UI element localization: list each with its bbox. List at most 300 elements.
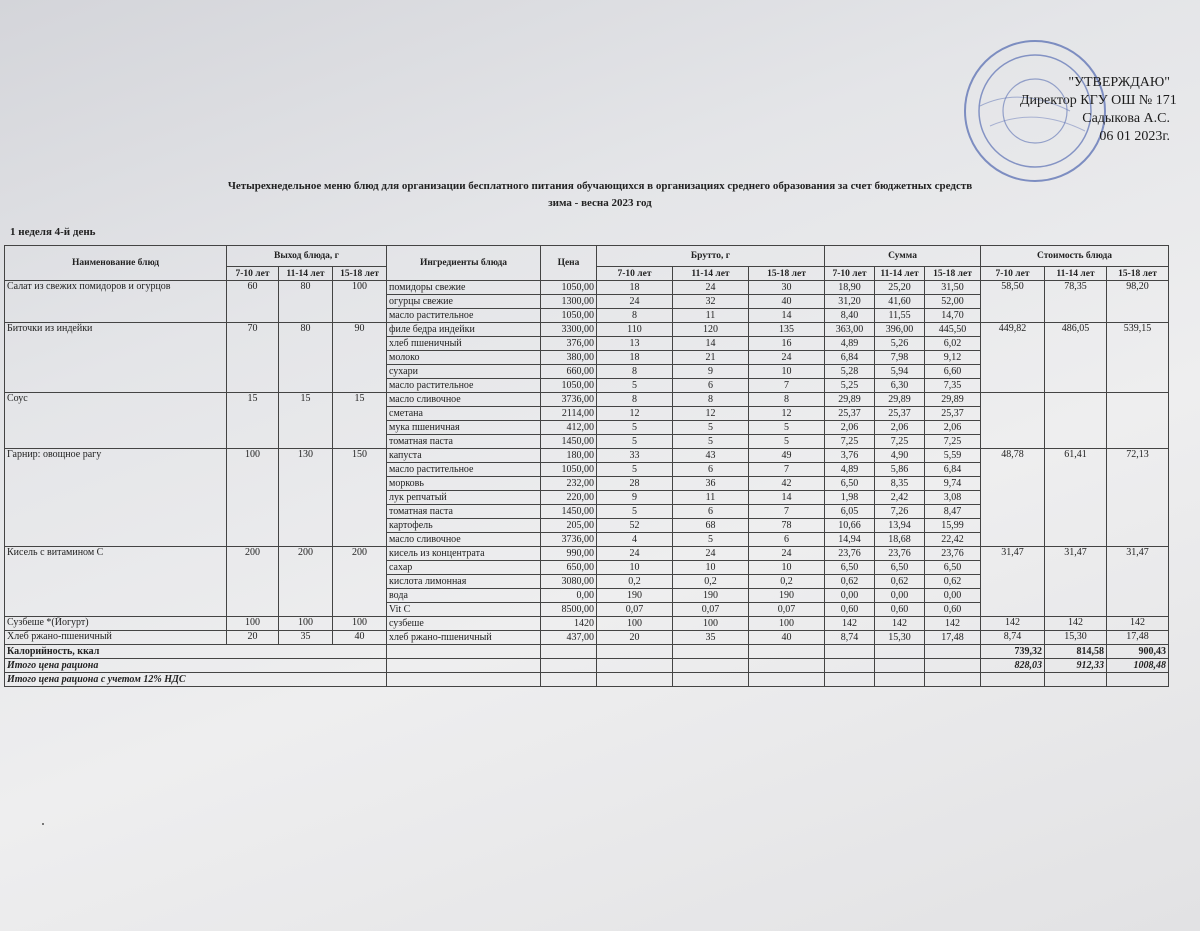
- ingredient-gross: 28: [597, 477, 673, 491]
- header-age: 11-14 лет: [1045, 267, 1107, 281]
- header-age: 7-10 лет: [981, 267, 1045, 281]
- ingredient-gross: 42: [749, 477, 825, 491]
- ingredient-sum: 7,35: [925, 379, 981, 393]
- ingredient-sum: 7,25: [825, 435, 875, 449]
- ingredient-sum: 18,90: [825, 281, 875, 295]
- ingredient-gross: 6: [749, 533, 825, 547]
- ingredient-gross: 14: [673, 337, 749, 351]
- ingredient-name: картофель: [387, 519, 541, 533]
- ingredient-gross: 5: [597, 379, 673, 393]
- ingredient-gross: 5: [749, 435, 825, 449]
- ingredient-gross: 24: [673, 547, 749, 561]
- ingredient-sum: 0,00: [925, 589, 981, 603]
- ingredient-price: 1450,00: [541, 505, 597, 519]
- dish-output: 80: [279, 281, 333, 323]
- ingredient-sum: 1,98: [825, 491, 875, 505]
- ingredient-sum: 10,66: [825, 519, 875, 533]
- ingredient-name: филе бедра индейки: [387, 323, 541, 337]
- total-value: [1045, 673, 1107, 687]
- ingredient-sum: 6,30: [875, 379, 925, 393]
- total-value: [981, 673, 1045, 687]
- header-cost: Стоимость блюда: [981, 246, 1169, 267]
- table-row: [5, 547, 1169, 561]
- ingredient-sum: 13,94: [875, 519, 925, 533]
- ingredient-gross: 4: [597, 533, 673, 547]
- dish-cost: 142: [1107, 617, 1169, 631]
- ingredient-gross: 20: [597, 631, 673, 645]
- total-row: [5, 673, 1169, 687]
- ingredient-sum: 6,05: [825, 505, 875, 519]
- dish-output: 60: [227, 281, 279, 323]
- ingredient-name: сузбеше: [387, 617, 541, 631]
- ingredient-sum: 5,25: [825, 379, 875, 393]
- empty-cell: [673, 673, 749, 687]
- ingredient-sum: 6,84: [825, 351, 875, 365]
- dish-output: 70: [227, 323, 279, 393]
- ingredient-price: 220,00: [541, 491, 597, 505]
- ingredient-gross: 135: [749, 323, 825, 337]
- dish-cost: 58,50: [981, 281, 1045, 323]
- empty-cell: [749, 645, 825, 659]
- ingredient-sum: 8,40: [825, 309, 875, 323]
- ingredient-gross: 33: [597, 449, 673, 463]
- ingredient-sum: 9,12: [925, 351, 981, 365]
- header-sum: Сумма: [825, 246, 981, 267]
- dish-output: 130: [279, 449, 333, 547]
- ingredient-gross: 8: [673, 393, 749, 407]
- ingredient-gross: 7: [749, 379, 825, 393]
- ingredient-gross: 0,2: [673, 575, 749, 589]
- dish-output: 90: [333, 323, 387, 393]
- ingredient-gross: 5: [673, 533, 749, 547]
- dish-cost: 15,30: [1045, 631, 1107, 645]
- dish-output: 20: [227, 631, 279, 645]
- total-value: 912,33: [1045, 659, 1107, 673]
- ingredient-sum: 22,42: [925, 533, 981, 547]
- ingredient-sum: 0,62: [925, 575, 981, 589]
- ingredient-gross: 12: [749, 407, 825, 421]
- ingredient-sum: 23,76: [875, 547, 925, 561]
- empty-cell: [825, 673, 875, 687]
- ingredient-name: кисель из концентрата: [387, 547, 541, 561]
- dish-output: 200: [333, 547, 387, 617]
- empty-cell: [925, 645, 981, 659]
- ingredient-gross: 35: [673, 631, 749, 645]
- dish-cost: 17,48: [1107, 631, 1169, 645]
- dish-name: Биточки из индейки: [5, 323, 227, 393]
- empty-cell: [749, 659, 825, 673]
- ingredient-gross: 5: [673, 421, 749, 435]
- ingredient-sum: 14,94: [825, 533, 875, 547]
- header-age: 7-10 лет: [227, 267, 279, 281]
- ingredient-price: 650,00: [541, 561, 597, 575]
- ingredient-gross: 10: [673, 561, 749, 575]
- ingredient-gross: 190: [749, 589, 825, 603]
- ingredient-price: 660,00: [541, 365, 597, 379]
- ingredient-gross: 14: [749, 309, 825, 323]
- dish-output: 100: [227, 449, 279, 547]
- ingredient-gross: 36: [673, 477, 749, 491]
- header-age: 7-10 лет: [825, 267, 875, 281]
- total-label: Итого цена рациона с учетом 12% НДС: [5, 673, 387, 687]
- ingredient-gross: 5: [597, 421, 673, 435]
- ingredient-name: кислота лимонная: [387, 575, 541, 589]
- ingredient-price: 2114,00: [541, 407, 597, 421]
- menu-body: [5, 281, 1169, 687]
- ingredient-gross: 24: [673, 281, 749, 295]
- table-row: [5, 617, 1169, 631]
- ingredient-gross: 10: [597, 561, 673, 575]
- dish-cost: 539,15: [1107, 323, 1169, 393]
- ingredient-sum: 7,25: [925, 435, 981, 449]
- empty-cell: [387, 645, 541, 659]
- ingredient-sum: 142: [925, 617, 981, 631]
- table-row: [5, 393, 1169, 407]
- dish-output: 15: [227, 393, 279, 449]
- ingredient-gross: 11: [673, 309, 749, 323]
- header-gross: Брутто, г: [597, 246, 825, 267]
- ingredient-gross: 8: [749, 393, 825, 407]
- ingredient-gross: 5: [597, 463, 673, 477]
- ingredient-gross: 11: [673, 491, 749, 505]
- dish-cost: 8,74: [981, 631, 1045, 645]
- dish-cost: 98,20: [1107, 281, 1169, 323]
- ingredient-gross: 5: [749, 421, 825, 435]
- ingredient-sum: 5,86: [875, 463, 925, 477]
- ingredient-sum: 0,62: [825, 575, 875, 589]
- ingredient-price: 380,00: [541, 351, 597, 365]
- ingredient-sum: 6,60: [925, 365, 981, 379]
- ingredient-price: 1420: [541, 617, 597, 631]
- ingredient-sum: 25,37: [825, 407, 875, 421]
- ingredient-sum: 31,20: [825, 295, 875, 309]
- ingredient-name: вода: [387, 589, 541, 603]
- ingredient-price: 1050,00: [541, 281, 597, 295]
- dish-output: 15: [279, 393, 333, 449]
- total-value: [1107, 673, 1169, 687]
- ingredient-sum: 142: [875, 617, 925, 631]
- ingredient-name: сахар: [387, 561, 541, 575]
- empty-cell: [597, 673, 673, 687]
- ingredient-gross: 6: [673, 505, 749, 519]
- ingredient-gross: 21: [673, 351, 749, 365]
- ingredient-price: 990,00: [541, 547, 597, 561]
- dish-output: 15: [333, 393, 387, 449]
- header-age: 11-14 лет: [279, 267, 333, 281]
- ingredient-gross: 24: [597, 547, 673, 561]
- ingredient-gross: 12: [673, 407, 749, 421]
- ingredient-sum: 0,62: [875, 575, 925, 589]
- menu-table: [4, 245, 1169, 687]
- ingredient-price: 437,00: [541, 631, 597, 645]
- dish-cost: 31,47: [981, 547, 1045, 617]
- ingredient-sum: 23,76: [825, 547, 875, 561]
- ingredient-price: 412,00: [541, 421, 597, 435]
- ingredient-name: масло растительное: [387, 309, 541, 323]
- ingredient-sum: 9,74: [925, 477, 981, 491]
- ingredient-gross: 18: [597, 351, 673, 365]
- ingredient-sum: 29,89: [875, 393, 925, 407]
- ingredient-sum: 8,47: [925, 505, 981, 519]
- ingredient-sum: 0,60: [825, 603, 875, 617]
- ingredient-name: капуста: [387, 449, 541, 463]
- header-output: Выход блюда, г: [227, 246, 387, 267]
- approval-block: [1020, 74, 1177, 146]
- empty-cell: [825, 645, 875, 659]
- ingredient-gross: 43: [673, 449, 749, 463]
- dish-cost: [981, 393, 1045, 449]
- empty-cell: [541, 659, 597, 673]
- ingredient-sum: 25,20: [875, 281, 925, 295]
- ingredient-gross: 100: [673, 617, 749, 631]
- ingredient-price: 1050,00: [541, 463, 597, 477]
- ingredient-price: 1050,00: [541, 379, 597, 393]
- ingredient-sum: 7,25: [875, 435, 925, 449]
- ingredient-gross: 6: [673, 463, 749, 477]
- ingredient-price: 205,00: [541, 519, 597, 533]
- ingredient-sum: 4,89: [825, 337, 875, 351]
- total-row: [5, 645, 1169, 659]
- empty-cell: [875, 645, 925, 659]
- header-age: 11-14 лет: [875, 267, 925, 281]
- empty-cell: [541, 673, 597, 687]
- ingredient-name: томатная паста: [387, 435, 541, 449]
- ingredient-price: 3300,00: [541, 323, 597, 337]
- ingredient-sum: 2,06: [925, 421, 981, 435]
- ingredient-price: 180,00: [541, 449, 597, 463]
- ingredient-price: 8500,00: [541, 603, 597, 617]
- total-value: 1008,48: [1107, 659, 1169, 673]
- ingredient-sum: 6,50: [925, 561, 981, 575]
- dish-output: 35: [279, 631, 333, 645]
- ingredient-name: масло сливочное: [387, 533, 541, 547]
- ingredient-gross: 100: [597, 617, 673, 631]
- ingredient-gross: 10: [749, 561, 825, 575]
- approval-date: 06 01 2023г.: [1099, 129, 1170, 144]
- ingredient-sum: 52,00: [925, 295, 981, 309]
- total-value: 739,32: [981, 645, 1045, 659]
- empty-cell: [875, 673, 925, 687]
- ingredient-sum: 6,50: [875, 561, 925, 575]
- ingredient-name: морковь: [387, 477, 541, 491]
- ingredient-price: 3736,00: [541, 533, 597, 547]
- ingredient-sum: 3,76: [825, 449, 875, 463]
- header-age: 11-14 лет: [673, 267, 749, 281]
- header-ingredients: Ингредиенты блюда: [387, 246, 541, 281]
- ingredient-name: мука пшеничная: [387, 421, 541, 435]
- title-line-1: Четырехнедельное меню блюд для организации бесплатного питания обучающихся в организациях среднего образования за счет бюджетных средств: [227, 180, 973, 192]
- ingredient-sum: 5,94: [875, 365, 925, 379]
- ingredient-sum: 0,00: [825, 589, 875, 603]
- ingredient-name: огурцы свежие: [387, 295, 541, 309]
- ingredient-gross: 8: [597, 393, 673, 407]
- dish-name: Гарнир: овощное рагу: [5, 449, 227, 547]
- dish-output: 150: [333, 449, 387, 547]
- ingredient-name: хлеб ржано-пшеничный: [387, 631, 541, 645]
- ingredient-gross: 49: [749, 449, 825, 463]
- ingredient-name: лук репчатый: [387, 491, 541, 505]
- ingredient-price: 1300,00: [541, 295, 597, 309]
- ingredient-sum: 2,06: [825, 421, 875, 435]
- dish-name: Кисель с витамином С: [5, 547, 227, 617]
- ingredient-sum: 142: [825, 617, 875, 631]
- ingredient-gross: 13: [597, 337, 673, 351]
- ingredient-sum: 14,70: [925, 309, 981, 323]
- header-age: 15-18 лет: [333, 267, 387, 281]
- ingredient-gross: 8: [597, 365, 673, 379]
- ingredient-gross: 18: [597, 281, 673, 295]
- total-value: 900,43: [1107, 645, 1169, 659]
- ingredient-sum: 2,42: [875, 491, 925, 505]
- ingredient-sum: 396,00: [875, 323, 925, 337]
- ingredient-sum: 23,76: [925, 547, 981, 561]
- total-value: 814,58: [1045, 645, 1107, 659]
- table-row: [5, 281, 1169, 295]
- ingredient-sum: 6,50: [825, 477, 875, 491]
- ingredient-gross: 24: [749, 351, 825, 365]
- ingredient-name: Vit C: [387, 603, 541, 617]
- ingredient-gross: 16: [749, 337, 825, 351]
- ingredient-gross: 9: [673, 365, 749, 379]
- ingredient-sum: 0,60: [875, 603, 925, 617]
- empty-cell: [825, 659, 875, 673]
- title-line-2: зима - весна 2023 год: [548, 197, 652, 209]
- ingredient-price: 232,00: [541, 477, 597, 491]
- empty-cell: [749, 673, 825, 687]
- ingredient-sum: 41,60: [875, 295, 925, 309]
- dish-name: Салат из свежих помидоров и огурцов: [5, 281, 227, 323]
- ingredient-sum: 5,59: [925, 449, 981, 463]
- ingredient-sum: 6,50: [825, 561, 875, 575]
- ingredient-sum: 11,55: [875, 309, 925, 323]
- ingredient-sum: 0,60: [925, 603, 981, 617]
- ingredient-name: хлеб пшеничный: [387, 337, 541, 351]
- dish-name: Соус: [5, 393, 227, 449]
- ingredient-sum: 5,26: [875, 337, 925, 351]
- ingredient-gross: 12: [597, 407, 673, 421]
- paper-speck: [42, 823, 44, 825]
- document-title: [10, 178, 1190, 212]
- ingredient-sum: 17,48: [925, 631, 981, 645]
- ingredient-name: сметана: [387, 407, 541, 421]
- ingredient-gross: 190: [597, 589, 673, 603]
- ingredient-name: сухари: [387, 365, 541, 379]
- ingredient-price: 3080,00: [541, 575, 597, 589]
- ingredient-gross: 120: [673, 323, 749, 337]
- ingredient-gross: 7: [749, 505, 825, 519]
- ingredient-sum: 363,00: [825, 323, 875, 337]
- header-age: 15-18 лет: [925, 267, 981, 281]
- total-label: Калорийность, ккал: [5, 645, 387, 659]
- ingredient-gross: 8: [597, 309, 673, 323]
- ingredient-name: масло растительное: [387, 379, 541, 393]
- empty-cell: [925, 659, 981, 673]
- ingredient-gross: 24: [597, 295, 673, 309]
- ingredient-gross: 14: [749, 491, 825, 505]
- ingredient-price: 3736,00: [541, 393, 597, 407]
- ingredient-sum: 29,89: [925, 393, 981, 407]
- ingredient-gross: 52: [597, 519, 673, 533]
- dish-output: 100: [333, 281, 387, 323]
- header-age: 7-10 лет: [597, 267, 673, 281]
- ingredient-sum: 4,90: [875, 449, 925, 463]
- ingredient-sum: 6,84: [925, 463, 981, 477]
- ingredient-gross: 0,2: [597, 575, 673, 589]
- ingredient-gross: 5: [673, 435, 749, 449]
- ingredient-sum: 25,37: [875, 407, 925, 421]
- total-value: 828,03: [981, 659, 1045, 673]
- dish-cost: 48,78: [981, 449, 1045, 547]
- empty-cell: [597, 659, 673, 673]
- dish-cost: [1045, 393, 1107, 449]
- ingredient-gross: 100: [749, 617, 825, 631]
- ingredient-gross: 110: [597, 323, 673, 337]
- ingredient-sum: 2,06: [875, 421, 925, 435]
- ingredient-sum: 4,89: [825, 463, 875, 477]
- approval-director: Директор КГУ ОШ № 171: [1020, 93, 1177, 108]
- ingredient-gross: 24: [749, 547, 825, 561]
- ingredient-sum: 25,37: [925, 407, 981, 421]
- ingredient-gross: 0,07: [749, 603, 825, 617]
- ingredient-gross: 78: [749, 519, 825, 533]
- ingredient-sum: 0,00: [875, 589, 925, 603]
- dish-cost: 142: [1045, 617, 1107, 631]
- dish-cost: [1107, 393, 1169, 449]
- header-dish: Наименование блюд: [5, 246, 227, 281]
- dish-cost: 31,47: [1107, 547, 1169, 617]
- ingredient-gross: 6: [673, 379, 749, 393]
- dish-name: Хлеб ржано-пшеничный: [5, 631, 227, 645]
- ingredient-price: 1050,00: [541, 309, 597, 323]
- ingredient-sum: 445,50: [925, 323, 981, 337]
- empty-cell: [875, 659, 925, 673]
- ingredient-sum: 6,02: [925, 337, 981, 351]
- dish-output: 200: [227, 547, 279, 617]
- dish-output: 80: [279, 323, 333, 393]
- ingredient-gross: 68: [673, 519, 749, 533]
- ingredient-sum: 7,98: [875, 351, 925, 365]
- header-age: 15-18 лет: [1107, 267, 1169, 281]
- dish-cost: 31,47: [1045, 547, 1107, 617]
- ingredient-gross: 190: [673, 589, 749, 603]
- header-age: 15-18 лет: [749, 267, 825, 281]
- ingredient-gross: 10: [749, 365, 825, 379]
- ingredient-gross: 0,2: [749, 575, 825, 589]
- dish-output: 40: [333, 631, 387, 645]
- table-row: [5, 323, 1169, 337]
- empty-cell: [387, 673, 541, 687]
- ingredient-sum: 15,30: [875, 631, 925, 645]
- ingredient-gross: 7: [749, 463, 825, 477]
- empty-cell: [925, 673, 981, 687]
- ingredient-gross: 9: [597, 491, 673, 505]
- ingredient-gross: 5: [597, 435, 673, 449]
- ingredient-sum: 31,50: [925, 281, 981, 295]
- ingredient-gross: 5: [597, 505, 673, 519]
- ingredient-sum: 15,99: [925, 519, 981, 533]
- ingredient-sum: 7,26: [875, 505, 925, 519]
- week-day-label: 1 неделя 4-й день: [10, 226, 96, 238]
- header-price: Цена: [541, 246, 597, 281]
- ingredient-sum: 5,28: [825, 365, 875, 379]
- ingredient-name: молоко: [387, 351, 541, 365]
- ingredient-name: масло растительное: [387, 463, 541, 477]
- total-label: Итого цена рациона: [5, 659, 387, 673]
- approval-name: Садыкова А.С.: [1082, 111, 1170, 126]
- ingredient-sum: 8,35: [875, 477, 925, 491]
- approval-heading: "УТВЕРЖДАЮ": [1068, 75, 1170, 90]
- ingredient-gross: 0,07: [597, 603, 673, 617]
